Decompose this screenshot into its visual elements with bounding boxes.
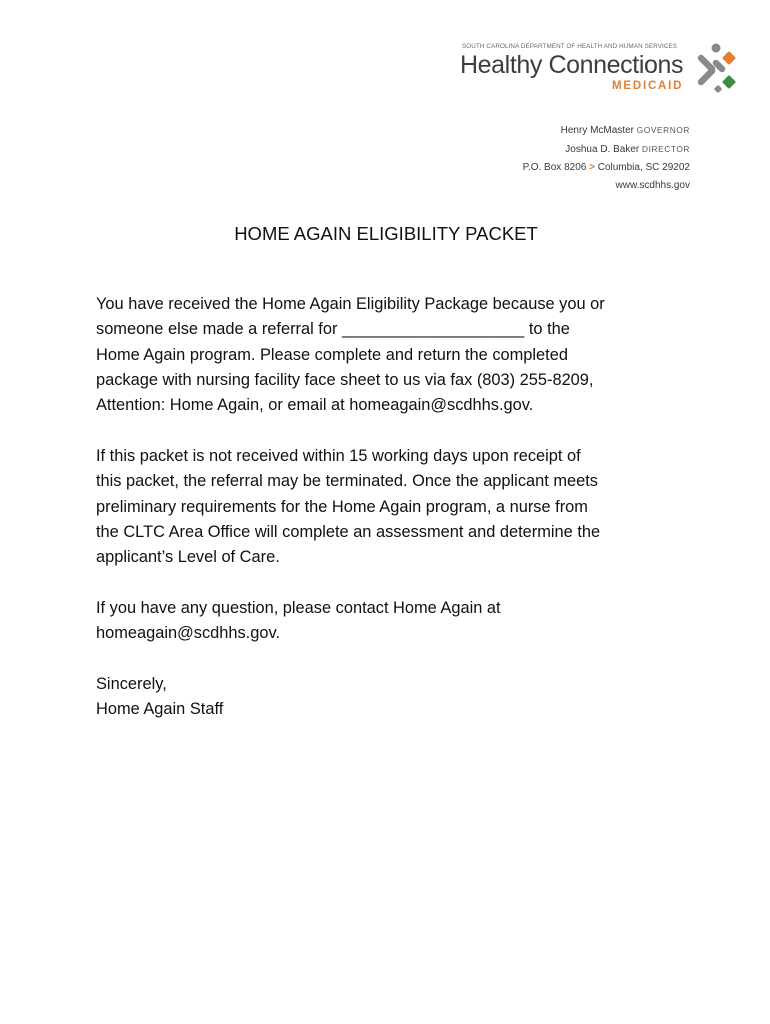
paragraph-line: You have received the Home Again Eligibility Package because you or <box>96 295 605 313</box>
paragraph-line: package with nursing facility face sheet to us via fax (803) 255-8209, <box>96 370 594 389</box>
closing-salutation: Sincerely, <box>96 675 167 693</box>
department-name: SOUTH CAROLINA DEPARTMENT OF HEALTH AND HUMAN SERVICES <box>462 43 678 50</box>
address-line <box>523 159 690 177</box>
brand-subtitle: MEDICAID <box>612 80 684 92</box>
closing-block <box>96 672 686 723</box>
address-separator: > <box>589 162 595 173</box>
intro-paragraph <box>96 292 686 418</box>
address-box: P.O. Box 8206 <box>522 162 587 173</box>
governor-name: Henry McMaster <box>560 125 634 136</box>
governor-role: GOVERNOR <box>636 125 690 135</box>
paragraph-line: If this packet is not received within 15 working days upon receipt of <box>96 447 581 465</box>
director-line <box>523 140 690 159</box>
letterhead <box>455 40 745 100</box>
paragraph-line-referral-blank: someone else made a referral for ____________________ to the <box>96 320 570 339</box>
document-title: HOME AGAIN ELIGIBILITY PACKET <box>234 223 538 244</box>
paragraph-line: the CLTC Area Office will complete an assessment and determine the <box>96 522 601 541</box>
brand-name: Healthy Connections <box>460 51 684 79</box>
contact-paragraph <box>96 596 686 647</box>
governor-line <box>523 121 690 140</box>
paragraph-line: this packet, the referral may be terminated. Once the applicant meets <box>96 472 598 491</box>
director-role: DIRECTOR <box>642 144 690 154</box>
website-link[interactable]: www.scdhhs.gov <box>615 180 690 191</box>
paragraph-line: If you have any question, please contact Home Again at <box>96 599 501 617</box>
paragraph-line: Home Again program. Please complete and return the completed <box>96 345 568 364</box>
paragraph-line: applicant’s Level of Care. <box>96 548 280 567</box>
paragraph-line: Attention: Home Again, or email at homeagain@scdhhs.gov. <box>96 396 534 415</box>
paragraph-line: preliminary requirements for the Home Again program, a nurse from <box>96 497 588 516</box>
deadline-paragraph <box>96 444 686 570</box>
contact-email-line: homeagain@scdhhs.gov. <box>96 624 280 643</box>
signature: Home Again Staff <box>96 700 224 719</box>
director-name: Joshua D. Baker <box>565 144 640 155</box>
address-city: Columbia, SC 29202 <box>597 162 690 173</box>
officials-block <box>523 121 690 195</box>
healthy-connections-logo-icon <box>695 42 741 94</box>
